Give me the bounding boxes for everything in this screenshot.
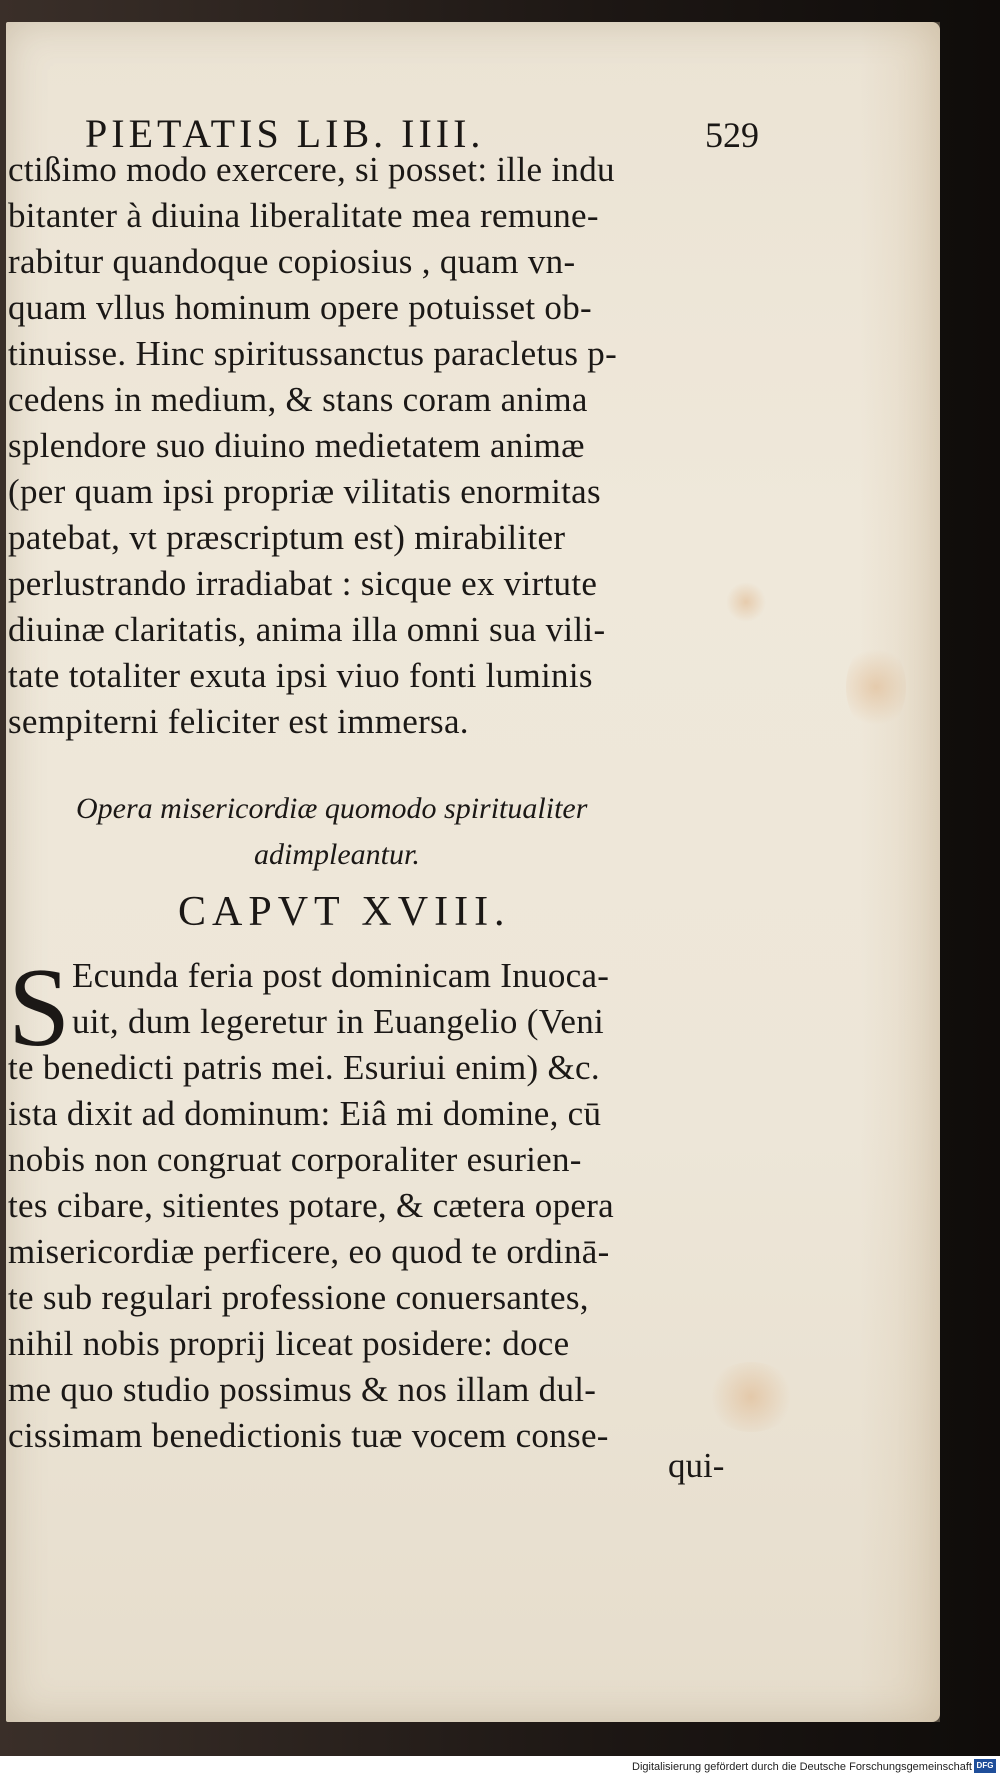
chapter-heading-line-1: Opera misericordiæ quomodo spiritualiter	[76, 792, 588, 825]
text-line: quam vllus hominum opere potuisset ob-	[8, 288, 592, 327]
text-line: te benedicti patris mei. Esuriui enim) &c.	[8, 1048, 600, 1087]
text-line: uit, dum legeretur in Euangelio (Veni	[72, 1002, 605, 1041]
foxing-stain	[726, 582, 766, 622]
text-line: perlustrando irradiabat : sicque ex virtute	[8, 564, 598, 603]
text-line: misericordiæ perficere, eo quod te ordinā-	[8, 1232, 610, 1271]
chapter-title: CAPVT XVIII.	[178, 889, 511, 935]
text-line: (per quam ipsi propriæ vilitatis enormitas	[8, 472, 601, 511]
footer-credit: Digitalisierung gefördert durch die Deutsche Forschungsgemeinschaft	[632, 1761, 972, 1773]
text-line: diuinæ claritatis, anima illa omni sua vili-	[8, 610, 606, 649]
running-head: PIETATIS LIB. IIII.	[85, 111, 485, 156]
text-line: nobis non congruat corporaliter esurien-	[8, 1140, 582, 1179]
text-line: sempiterni feliciter est immersa.	[8, 702, 469, 741]
chapter-heading-line-2: adimpleantur.	[254, 838, 420, 871]
text-line: tinuisse. Hinc spiritussanctus paracletus p-	[8, 334, 618, 373]
text-line: tate totaliter exuta ipsi viuo fonti luminis	[8, 656, 593, 695]
page-number: 529	[705, 115, 759, 155]
text-line: tes cibare, sitientes potare, & cætera opera	[8, 1186, 614, 1225]
text-line: Ecunda feria post dominicam Inuoca-	[72, 956, 610, 995]
text-line: cissimam benedictionis tuæ vocem conse-	[8, 1416, 609, 1455]
text-line: me quo studio possimus & nos illam dul-	[8, 1370, 597, 1409]
foxing-stain	[706, 1362, 796, 1432]
text-line: nihil nobis proprij liceat posidere: doce	[8, 1324, 570, 1363]
text-line: rabitur quandoque copiosius , quam vn-	[8, 242, 576, 281]
text-line: splendore suo diuino medietatem animæ	[8, 426, 585, 465]
text-line: ista dixit ad dominum: Eiâ mi domine, cū	[8, 1094, 602, 1133]
text-line: te sub regulari professione conuersantes,	[8, 1278, 589, 1317]
text-line: bitanter à diuina liberalitate mea remune-	[8, 196, 599, 235]
text-line: cedens in medium, & stans coram anima	[8, 380, 588, 419]
footer-bar	[0, 1756, 1000, 1776]
foxing-stain	[846, 642, 906, 732]
text-line: ctißimo modo exercere, si posset: ille indu	[8, 150, 615, 189]
dfg-logo-icon: DFG	[974, 1759, 996, 1773]
text-line: patebat, vt præscriptum est) mirabiliter	[8, 518, 566, 557]
drop-cap: S	[8, 946, 71, 1070]
catchword: qui-	[668, 1446, 725, 1485]
